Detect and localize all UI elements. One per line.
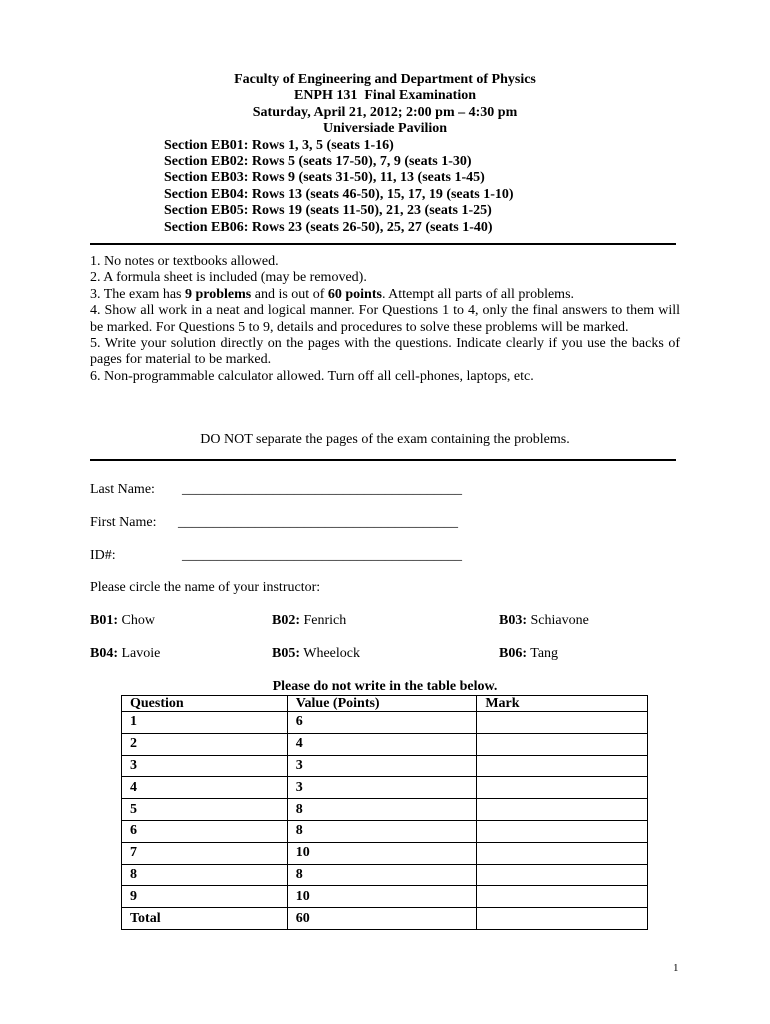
notice-text: DO NOT separate the pages of the exam containing the problems. — [200, 432, 570, 447]
question-cell: 9 — [122, 886, 288, 908]
table-row — [122, 755, 648, 777]
instruction-3-problems: 9 problems — [185, 286, 252, 302]
instruction-3 — [90, 287, 680, 303]
first-name-label: First Name: — [90, 515, 157, 530]
divider-bottom — [90, 459, 676, 461]
exam-header — [90, 72, 680, 236]
section-eb01: Section EB01: Rows 1, 3, 5 (seats 1-16) — [164, 137, 394, 153]
value-cell: 6 — [287, 712, 477, 734]
instructor-b06-name: Tang — [530, 646, 559, 661]
question-cell: 3 — [122, 755, 288, 777]
last-name-label: Last Name: — [90, 482, 155, 497]
last-name-line[interactable]: ________________________________________ — [182, 482, 462, 497]
question-cell: Total — [122, 908, 288, 930]
divider-top — [90, 243, 676, 245]
last-name-field[interactable] — [90, 482, 462, 498]
instructor-b01-section: B01: — [90, 613, 118, 628]
mark-cell — [477, 799, 648, 821]
mark-cell — [477, 842, 648, 864]
first-name-line[interactable]: ________________________________________ — [178, 515, 458, 530]
question-cell: 1 — [122, 712, 288, 734]
instructor-b02-section: B02: — [272, 613, 300, 628]
mark-cell — [477, 864, 648, 886]
table-row — [122, 864, 648, 886]
id-line[interactable]: ________________________________________ — [182, 548, 462, 563]
instruction-1: 1. No notes or textbooks allowed. — [90, 254, 279, 269]
instructor-b05-section: B05: — [272, 646, 300, 661]
table-row — [122, 886, 648, 908]
instructor-b06-section: B06: — [499, 646, 527, 661]
mark-cell — [477, 820, 648, 842]
question-cell: 7 — [122, 842, 288, 864]
section-eb02: Section EB02: Rows 5 (seats 17-50), 7, 9 (seats 1-30) — [164, 154, 472, 170]
question-cell: 5 — [122, 799, 288, 821]
section-eb04: Section EB04: Rows 13 (seats 46-50), 15, 17, 19 (seats 1-10) — [164, 186, 514, 202]
header-mark: Mark — [477, 696, 648, 712]
value-cell: 10 — [287, 886, 477, 908]
header-value: Value (Points) — [287, 696, 477, 712]
instructor-b05[interactable] — [272, 646, 360, 662]
instructions-list — [90, 254, 680, 385]
instruction-6: 6. Non-programmable calculator allowed. Turn off all cell-phones, laptops, etc. — [90, 368, 534, 384]
instructor-b04[interactable] — [90, 646, 160, 662]
table-row — [122, 842, 648, 864]
question-cell: 6 — [122, 820, 288, 842]
instructor-b01[interactable] — [90, 613, 155, 629]
header-date: Saturday, April 21, 2012; 2:00 pm – 4:30 pm — [252, 104, 518, 120]
value-cell: 10 — [287, 842, 477, 864]
instructor-b03[interactable] — [499, 613, 589, 629]
instructor-b02-name: Fenrich — [303, 613, 347, 628]
header-faculty: Faculty of Engineering and Department of Physics — [234, 72, 536, 87]
instructor-b03-section: B03: — [499, 613, 527, 628]
marks-table — [121, 695, 648, 930]
question-cell: 2 — [122, 733, 288, 755]
table-row — [122, 712, 648, 734]
value-cell: 60 — [287, 908, 477, 930]
section-eb06: Section EB06: Rows 23 (seats 26-50), 25, 27 (seats 1-40) — [164, 219, 493, 235]
value-cell: 8 — [287, 820, 477, 842]
table-row — [122, 733, 648, 755]
instructor-b05-name: Wheelock — [303, 646, 360, 661]
instruction-5: 5. Write your solution directly on the pages with the questions. Indicate clearly if you use the backs of pages for material to be marked. — [90, 336, 680, 368]
instruction-4: 4. Show all work in a neat and logical manner. For Questions 1 to 4, only the final answers to them will be marked. For Questions 5 to 9, details and procedures to solve these problems will be marked. — [90, 303, 680, 335]
instruction-3-points: 60 points — [327, 286, 382, 302]
header-question: Question — [122, 696, 288, 712]
instructor-b04-section: B04: — [90, 646, 118, 661]
question-cell: 8 — [122, 864, 288, 886]
table-row — [122, 777, 648, 799]
header-course: ENPH 131 Final Examination — [293, 88, 477, 104]
mark-cell — [477, 908, 648, 930]
instructor-prompt: Please circle the name of your instructor: — [90, 580, 321, 595]
value-cell: 4 — [287, 733, 477, 755]
instructor-b04-name: Lavoie — [121, 646, 161, 661]
instructor-b01-name: Chow — [121, 613, 155, 628]
mark-cell — [477, 777, 648, 799]
id-label: ID#: — [90, 548, 116, 563]
instruction-3-text: 3. The exam has — [90, 286, 185, 302]
header-location: Universiade Pavilion — [322, 121, 448, 137]
mark-cell — [477, 755, 648, 777]
value-cell: 8 — [287, 864, 477, 886]
instructor-b02[interactable] — [272, 613, 346, 629]
instruction-3-text-mid: and is out of — [251, 286, 328, 302]
value-cell: 3 — [287, 755, 477, 777]
table-header-row — [122, 696, 648, 712]
page-number: 1 — [673, 962, 679, 974]
table-title: Please do not write in the table below. — [272, 679, 498, 694]
mark-cell — [477, 733, 648, 755]
value-cell: 3 — [287, 777, 477, 799]
value-cell: 8 — [287, 799, 477, 821]
instructor-b03-name: Schiavone — [530, 613, 589, 628]
table-row — [122, 799, 648, 821]
instruction-3-text-end: . Attempt all parts of all problems. — [381, 286, 575, 302]
mark-cell — [477, 712, 648, 734]
section-eb05: Section EB05: Rows 19 (seats 11-50), 21, 23 (seats 1-25) — [164, 203, 492, 219]
section-eb03: Section EB03: Rows 9 (seats 31-50), 11, 13 (seats 1-45) — [164, 170, 485, 186]
mark-cell — [477, 886, 648, 908]
question-cell: 4 — [122, 777, 288, 799]
instruction-2: 2. A formula sheet is included (may be removed). — [90, 270, 367, 286]
first-name-field[interactable] — [90, 515, 458, 531]
table-row-total — [122, 908, 648, 930]
instructor-b06[interactable] — [499, 646, 558, 662]
table-row — [122, 820, 648, 842]
id-field[interactable] — [90, 548, 462, 564]
